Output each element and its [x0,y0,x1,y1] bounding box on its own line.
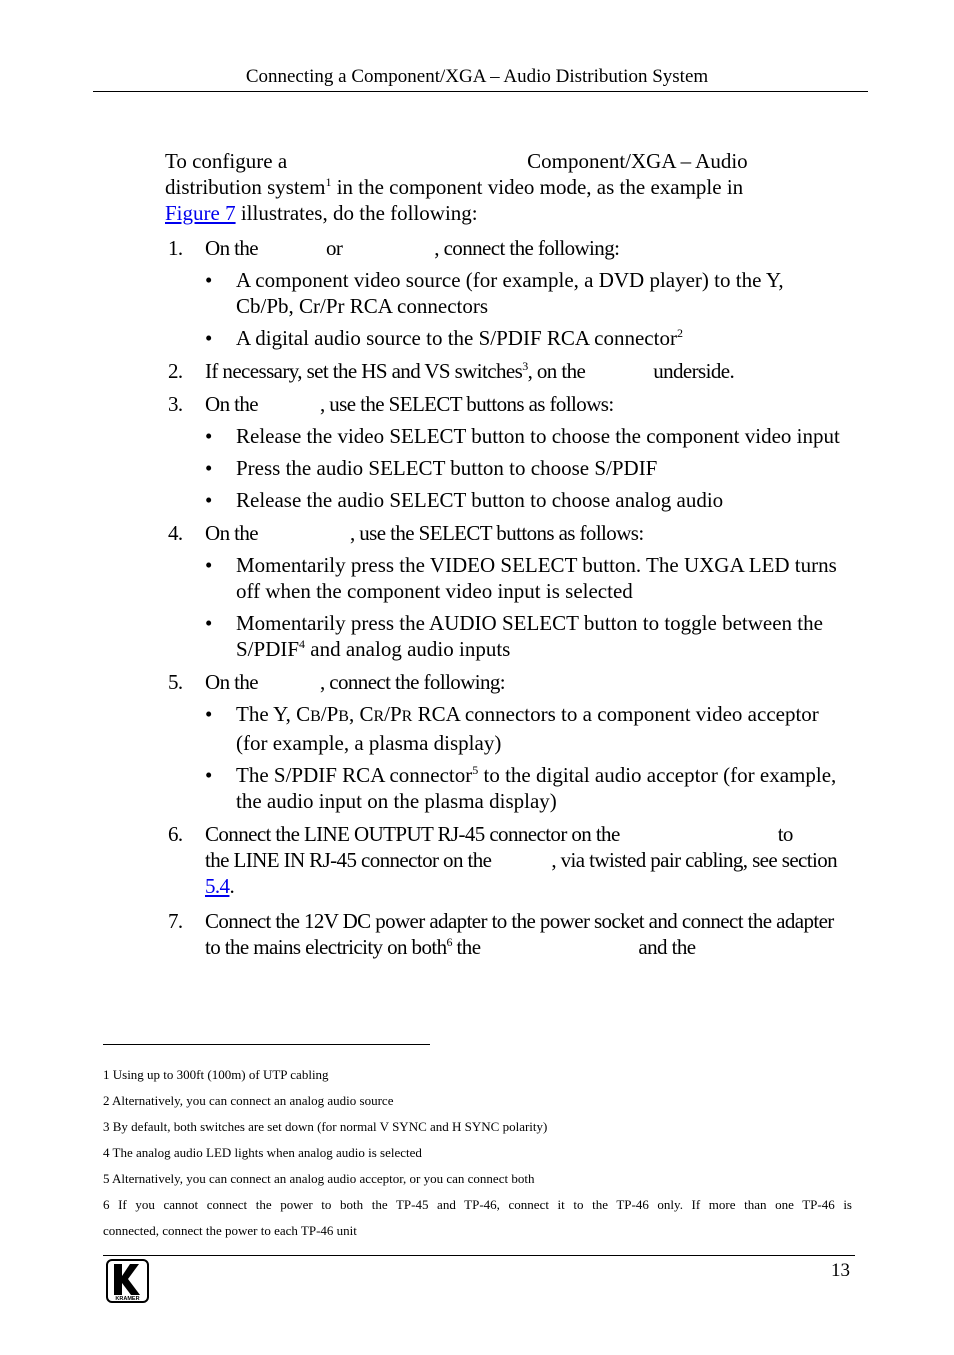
footnotes [103,1062,852,1244]
bullet-text: RCA connectors to a component video acceptor (for example, a plasma display) [236,702,819,755]
step-number: 1. [168,236,183,260]
section-5-4-link[interactable]: 5.4 [205,874,230,898]
step-4-text-a: On the [205,521,258,545]
bullet-text: Momentarily press the AUDIO SELECT button to toggle between the S/PDIF [236,611,823,661]
bullet-text: , C [348,702,374,726]
step-number: 2. [168,359,183,383]
step-5-text-b: , connect the following: [319,670,506,694]
bullet-dot: • [205,488,213,512]
step-5-bullet-2 [165,762,845,814]
step-7-text-c: and the [638,935,696,959]
step-7-text-a: Connect the 12V DC power adapter to the power socket and connect the adapter to the mains electricity on both [205,909,834,959]
step-3 [165,391,845,417]
page-number: 13 [831,1260,850,1281]
step-4 [165,520,845,546]
bullet-text-smallcap: R [401,708,413,725]
step-3-bullet-1 [165,423,845,449]
step-6-text-c: the LINE IN RJ-45 connector on the [205,848,492,872]
bullet-dot: • [205,763,213,787]
step-number: 3. [168,392,183,416]
running-header: Connecting a Component/XGA – Audio Distribution System [245,66,709,87]
bullet-dot: • [205,424,213,448]
bullet-dot: • [205,611,213,635]
intro-text-3: distribution system [165,175,326,199]
bullet-text-tail: to the digital audio acceptor (for example, the audio input on the plasma display) [236,763,837,813]
footnote-6: 6 If you cannot connect the power to both the TP-45 and TP-46, connect it to the TP-46 only. If more than one TP-46 is [103,1197,852,1212]
step-1-bullet-2 [165,325,845,351]
bullet-text: A component video source (for example, a DVD player) to the Y, Cb/Pb, Cr/Pr RCA connectors [236,268,784,318]
step-6-text-d: , via twisted pair cabling, see section [551,848,838,872]
step-5 [165,669,845,695]
step-3-text-b: , use the SELECT buttons as follows: [319,392,614,416]
step-5-text-a: On the [205,670,258,694]
bullet-text-smallcap: R [373,708,385,725]
footnote-1: 1 Using up to 300ft (100m) of UTP cabling [103,1067,329,1082]
step-4-bullet-1 [165,552,845,604]
footnote-ref-5[interactable]: 5 [472,763,479,777]
bullet-text: /P [320,702,339,726]
footnote-2: 2 Alternatively, you can connect an analog audio source [103,1093,394,1108]
step-6 [165,821,845,899]
bullet-text-tail: and analog audio inputs [305,637,511,661]
step-4-bullet-2 [165,610,845,662]
footnote-6-continued: connected, connect the power to each TP-46 unit [103,1223,357,1238]
step-5-bullet-1 [165,701,845,756]
footnote-5: 5 Alternatively, you can connect an analog audio acceptor, or you can connect both [103,1171,535,1186]
step-number: 5. [168,670,183,694]
page-body [165,148,845,960]
bullet-text-smallcap: B [338,708,349,725]
footnote-4: 4 The analog audio LED lights when analog audio is selected [103,1145,422,1160]
footnote-ref-6[interactable]: 6 [446,935,452,949]
step-2 [165,358,845,384]
step-1-text-a: On the [205,236,258,260]
step-3-text-a: On the [205,392,258,416]
intro-text-4: in the component video mode, as the example in [331,175,744,199]
step-6-text-e: . [229,874,235,898]
footnote-divider [103,1044,430,1045]
step-1 [165,235,845,261]
bullet-text: The S/PDIF RCA connector [236,763,473,787]
bullet-dot: • [205,702,213,726]
step-7-text-b: the [451,935,481,959]
footnote-ref-1[interactable]: 1 [325,175,332,189]
header-divider [93,91,868,92]
step-6-text-b: to [777,822,793,846]
footnote-ref-3[interactable]: 3 [522,359,528,373]
footer-divider [103,1255,855,1256]
bullet-text: Press the audio SELECT button to choose S/PDIF [236,456,658,480]
bullet-text: Momentarily press the VIDEO SELECT button. The UXGA LED turns off when the component video input is selected [236,553,837,603]
step-4-text-b: , use the SELECT buttons as follows: [349,521,644,545]
step-2-text-b: , on the [527,359,586,383]
step-3-bullet-2 [165,455,845,481]
footnote-ref-4[interactable]: 4 [299,637,306,651]
step-1-text-c: , connect the following: [434,236,620,260]
step-1-bullet-1 [165,267,845,319]
bullet-dot: • [205,553,213,577]
svg-text:KRAMER: KRAMER [115,1296,140,1302]
step-number: 7. [168,909,183,933]
intro-paragraph [165,148,845,226]
figure-7-link[interactable]: Figure 7 [165,201,236,225]
bullet-dot: • [205,268,213,292]
bullet-text: A digital audio source to the S/PDIF RCA connector [236,326,677,350]
step-6-text-a: Connect the LINE OUTPUT RJ-45 connector on the [205,822,620,846]
bullet-text: Release the video SELECT button to choose the component video input [236,424,840,448]
intro-text-5: illustrates, do the following: [235,201,478,225]
step-2-text-c: underside. [653,359,735,383]
bullet-text: Release the audio SELECT button to choose analog audio [236,488,724,512]
step-number: 4. [168,521,183,545]
step-2-text-a: If necessary, set the HS and VS switches [205,359,523,383]
intro-text-2: Component/XGA – Audio [527,149,748,173]
bullet-text-smallcap: B [310,708,321,725]
step-3-bullet-3 [165,487,845,513]
step-number: 6. [168,822,183,846]
bullet-dot: • [205,456,213,480]
intro-text-1: To configure a [165,149,288,173]
kramer-logo [106,1259,149,1303]
footnote-3: 3 By default, both switches are set down (for normal V SYNC and H SYNC polarity) [103,1119,548,1134]
step-7 [165,908,845,960]
bullet-text: /P [384,702,402,726]
footnote-ref-2[interactable]: 2 [676,326,683,340]
bullet-text: The Y, C [236,702,311,726]
step-1-text-b: or [325,236,343,260]
bullet-dot: • [205,326,213,350]
